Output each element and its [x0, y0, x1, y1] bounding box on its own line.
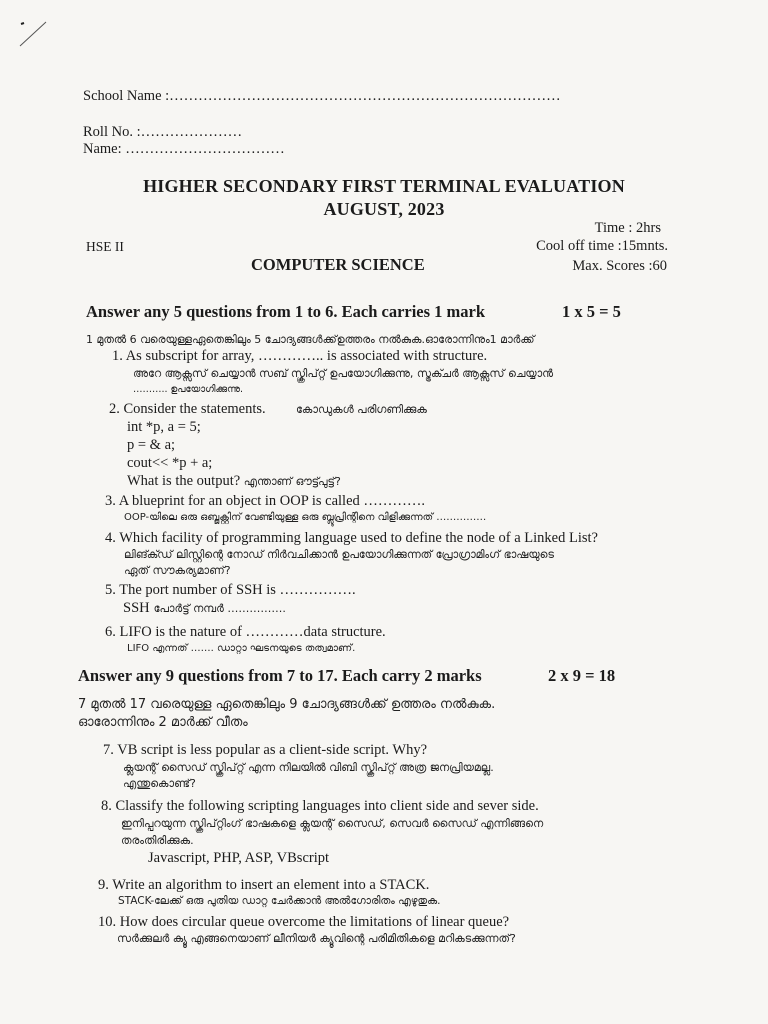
- q2-code-line3: cout<< *p + a;: [127, 455, 213, 471]
- exam-time: Time : 2hrs: [594, 220, 661, 236]
- q7-ml-line1: ക്ലയന്റ് സൈഡ് സ്ക്രിപ്റ്റ് എന്ന നിലയിൽ വിബി സ്ക്രിപ്റ്റ് അത്ര ജനപ്രിയമല്ല.: [123, 761, 494, 774]
- school-name-line: School Name :………………………………………………………………………: [83, 88, 561, 104]
- q4-text: 4. Which facility of programming language used to define the node of a Linked List?: [105, 530, 598, 546]
- section2-instruction-ml1: 7 മുതൽ 17 വരെയുള്ള ഏതെങ്കിലും 9 ചോദ്യങ്ങൾക്ക് ഉത്തരം നൽകുക.: [78, 697, 496, 712]
- q5-text: 5. The port number of SSH is …………….: [105, 582, 356, 598]
- q4-ml-line2: ഏത് സൗകര്യമാണ്?: [124, 564, 231, 577]
- class-label: HSE II: [86, 239, 124, 254]
- q10-ml: സർക്കുലർ ക്യൂ എങ്ങനെയാണ് ലീനിയർ ക്യൂവിന്റെ പരിമിതികളെ മറികടക്കുന്നത്?: [117, 932, 516, 945]
- q8-ml-line1: ഇനിപ്പറയുന്ന സ്ക്രിപ്റ്റിംഗ് ഭാഷകളെ ക്ലയന്റ് സൈഡ്, സെവർ സൈഡ് എന്നിങ്ങനെ: [121, 817, 544, 830]
- exam-date: AUGUST, 2023: [323, 199, 445, 219]
- section2-marks: 2 x 9 = 18: [548, 666, 616, 685]
- name-line: Name: ……………………………: [83, 141, 285, 157]
- q4-ml-line1: ലിങ്ക്ഡ് ലിസ്റ്റിന്റെ നോഡ് നിർവചിക്കാൻ ഉപയോഗിക്കുന്നത് പ്രോഗ്രാമിംഗ് ഭാഷയുടെ: [124, 548, 554, 561]
- q9-ml: STACK-ലേക്ക് ഒരു പുതിയ ഡാറ്റ ചേർക്കാൻ അൽഗോരിതം എഴുതുക.: [118, 895, 441, 907]
- q5-ml-lead: SSH: [123, 600, 150, 616]
- q2-text: 2. Consider the statements.: [109, 401, 266, 417]
- q3-text: 3. A blueprint for an object in OOP is called ………….: [105, 493, 426, 509]
- q6-ml: LIFO എന്നത് ……. ഡാറ്റാ ഘടനയുടെ തത്വമാണ്.: [127, 643, 356, 654]
- q3-ml: OOP-യിലെ ഒരു ഒബ്ജക്റ്റിന് വേണ്ടിയുള്ള ഒരു ബ്ലൂപ്രിന്റിനെ വിളിക്കുന്നത് ……………: [124, 512, 487, 523]
- q7-ml-line2: എന്തുകൊണ്ട്?: [123, 777, 196, 790]
- q2-ask-en: What is the output?: [127, 473, 241, 489]
- section2-heading: Answer any 9 questions from 7 to 17. Each carry 2 marks: [78, 666, 482, 685]
- section2-instruction-ml2: ഓരോന്നിനും 2 മാർക്ക് വീതം: [78, 715, 248, 730]
- section1-marks: 1 x 5 = 5: [562, 302, 621, 321]
- section1-instruction-ml: 1 മുതൽ 6 വരെയുള്ളഏതെങ്കിലും 5 ചോദ്യങ്ങൾക്ക്ഉത്തരം നൽകുക.ഓരോന്നിനും1 മാർക്ക്: [86, 333, 535, 346]
- q10-text: 10. How does circular queue overcome the limitations of linear queue?: [98, 914, 510, 930]
- roll-no-line: Roll No. :…………………: [83, 124, 243, 140]
- max-scores: Max. Scores :60: [572, 258, 667, 274]
- q1-text: 1. As subscript for array, ………….. is associated with structure.: [112, 348, 488, 364]
- section1-heading: Answer any 5 questions from 1 to 6. Each carries 1 mark: [86, 302, 486, 321]
- pen-mark-icon: [18, 18, 48, 48]
- q5-ml: പോർട്ട് നമ്പർ …………….: [153, 602, 286, 615]
- q2-question: [127, 473, 341, 490]
- q8-text: 8. Classify the following scripting languages into client side and sever side.: [101, 798, 539, 814]
- q2-ml: കോഡുകൾ പരിഗണിക്കുക: [296, 403, 427, 416]
- subject-title: COMPUTER SCIENCE: [251, 255, 425, 274]
- q2-code-line2: p = & a;: [127, 437, 176, 453]
- q1-ml-line2: ……….. ഉപയോഗിക്കുന്നു.: [133, 384, 243, 395]
- cool-off-time: Cool off time :15mnts.: [536, 238, 668, 254]
- q5-ml-line: [123, 599, 286, 617]
- q2-ask-ml: എന്താണ് ഔട്ട്പുട്ട്?: [243, 475, 341, 488]
- q2-code-line1: int *p, a = 5;: [127, 419, 201, 435]
- exam-title: HIGHER SECONDARY FIRST TERMINAL EVALUATION: [143, 176, 625, 196]
- q1-ml-line1: അറേ ആക്സസ് ചെയ്യാൻ സബ് സ്ക്രിപ്റ്റ് ഉപയോഗിക്കുന്നു, സ്ട്രക്ചർ ആക്സസ് ചെയ്യാൻ: [133, 367, 554, 380]
- q8-language-list: Javascript, PHP, ASP, VBscript: [148, 850, 330, 866]
- q6-text: 6. LIFO is the nature of …………data structure.: [105, 624, 386, 640]
- q8-ml-line2: തരംതിരിക്കുക.: [121, 834, 194, 847]
- q9-text: 9. Write an algorithm to insert an element into a STACK.: [98, 877, 430, 893]
- q7-text: 7. VB script is less popular as a client-side script. Why?: [103, 742, 428, 758]
